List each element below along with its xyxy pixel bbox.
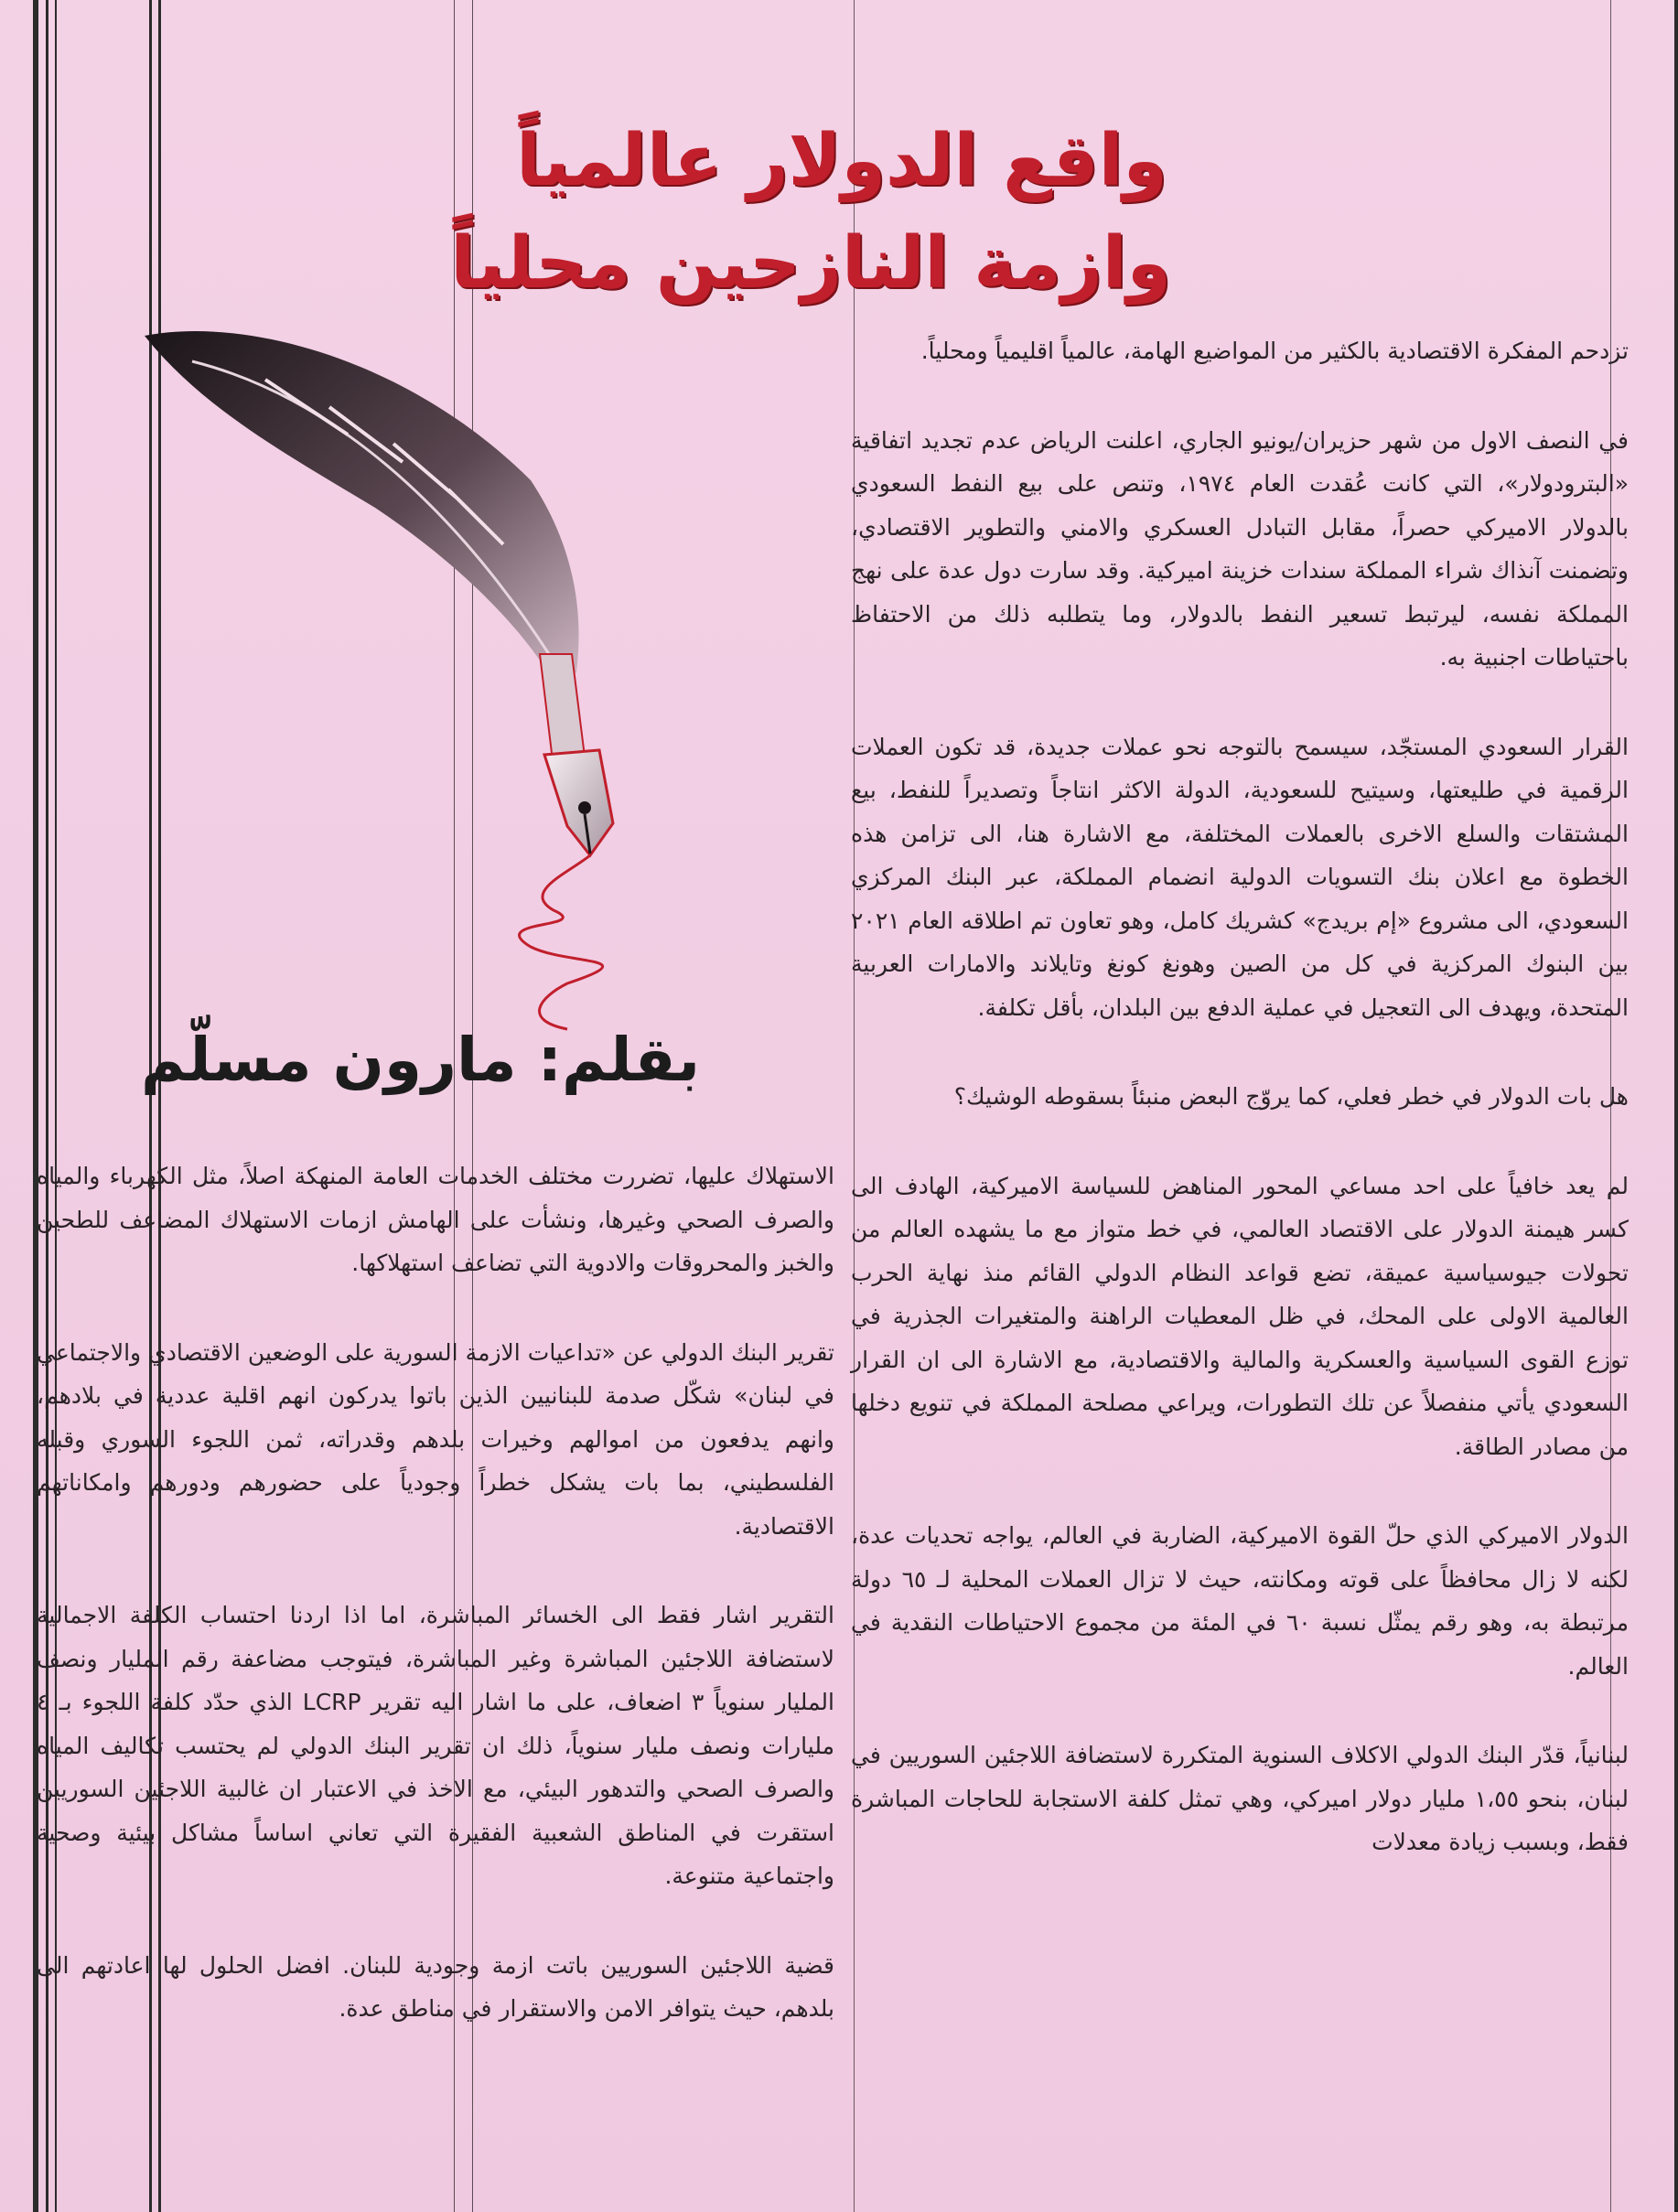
article-column-left	[37, 1154, 834, 2031]
article-paragraph: الاستهلاك عليها، تضررت مختلف الخدمات العامة المنهكة اصلاً، مثل الكهرباء والمياه والصرف الصحي وغيرها، ونشأت على الهامش ازمات الاستهلاك المضاعف للطحين والخبز والمحروقات والادوية التي تضاعف استهلاكها.	[37, 1163, 834, 1276]
article-paragraph: القرار السعودي المستجّد، سيسمح بالتوجه نحو عملات جديدة، قد تكون العملات الرقمية في طليعتها، وسيتيح للسعودية، الدولة الاكثر انتاجاً وتصديراً للنفط، بيع المشتقات والسلع الاخرى بالعملات المختلفة، مع الاشارة هنا، الى تزامن هذه الخطوة مع اعلان بنك التسويات الدولية انضمام المملكة، عبر البنك المركزي السعودي، الى مشروع «إم بريدج» كشريك كامل، وهو تعاون تم اطلاقه العام ٢٠٢١ بين البنوك المركزية في كل من الصين وهونغ كونغ وتايلاند والامارات العربية المتحدة، ويهدف الى التعجيل في عملية الدفع بين البلدان، بأقل تكلفة.	[851, 733, 1629, 1021]
article-column-right	[851, 329, 1629, 1864]
quill-pen-icon	[137, 325, 723, 1057]
title-line-2: وازمة النازحين محلياً	[450, 222, 1171, 305]
article-paragraph: تزدحم المفكرة الاقتصادية بالكثير من المواضيع الهامة، عالمياً اقليمياً ومحلياً.	[920, 338, 1629, 364]
article-title	[450, 110, 1171, 315]
article-paragraph: التقرير اشار فقط الى الخسائر المباشرة، اما اذا اردنا احتساب الكلفة الاجمالية لاستضافة اللاجئين المباشرة وغير المباشرة، فيتوجب مضاعفة رقم المليار ونصف المليار سنوياً ٣ اضعاف، على ما اشار اليه تقرير LCRP الذي حدّد كلفة اللجوء بـ ٤ مليارات ونصف مليار سنوياً، ذلك ان تقرير البنك الدولي لم يحتسب تكاليف المياه والصرف الصحي والتدهور البيئي، مع الاخذ في الاعتبار ان غالبية اللاجئين السوريين استقرت في المناطق الشعبية الفقيرة التي تعاني اساساً مشاكل بيئية وصحية واجتماعية متنوعة.	[37, 1602, 834, 1889]
article-paragraph: قضية اللاجئين السوريين باتت ازمة وجودية للبنان. افضل الحلول لها اعادتهم الى بلدهم، حيث يتوافر الامن والاستقرار في مناطق عدة.	[37, 1951, 834, 2022]
title-line-1: واقع الدولار عالمياً	[516, 120, 1167, 202]
article-paragraph: تقرير البنك الدولي عن «تداعيات الازمة السورية على الوضعين الاقتصادي والاجتماعي في لبنان» شكّل صدمة للبنانيين الذين باتوا يدركون انهم اقلية عددية في بلادهم، وانهم يدفعون من اموالهم وخيرات بلدهم وقدراته، ثمن اللجوء السوري وقبله الفلسطيني، بما بات يشكل خطراً وجودياً على حضورهم ودورهم وامكاناتهم الاقتصادية.	[37, 1338, 834, 1540]
article-paragraph: لبنانياً، قدّر البنك الدولي الاكلاف السنوية المتكررة لاستضافة اللاجئين السوريين في لبنان، بنحو ١،٥٥ مليار دولار اميركي، وهي تمثل كلفة الاستجابة للحاجات المباشرة فقط، وبسبب زيادة معدلات	[851, 1742, 1630, 1855]
article-paragraph: في النصف الاول من شهر حزيران/يونيو الجاري، اعلنت الرياض عدم تجديد اتفاقية «البترودولار»، التي كانت عُقدت العام ١٩٧٤، وتنص على بيع النفط السعودي بالدولار الاميركي حصراً، مقابل التبادل العسكري والامني والتطوير الاقتصادي، وتضمنت آنذاك شراء المملكة سندات خزينة اميركية. وقد سارت دول عدة على نهج المملكة نفسه، ليرتبط تسعير النفط بالدولار، وما يتطلبه ذلك من الاحتفاظ باحتياطات اجنبية به.	[851, 426, 1630, 671]
article-paragraph: الدولار الاميركي الذي حلّ القوة الاميركية، الضاربة في العالم، يواجه تحديات عدة، لكنه لا زال محافظاً على قوته ومكانته، حيث لا تزال العملات المحلية لـ ٦٥ دولة مرتبطة به، وهو رقم يمثّل نسبة ٦٠ في المئة من مجموع الاحتياطات النقدية في العالم.	[851, 1522, 1629, 1680]
page-edge-line	[1674, 0, 1678, 2212]
article-paragraph: هل بات الدولار في خطر فعلي، كما يروّج البعض منبئاً بسقوطه الوشيك؟	[953, 1083, 1629, 1110]
article-paragraph: لم يعد خافياً على احد مساعي المحور المناهض للسياسة الاميركية، الهادف الى كسر هيمنة الدولار على الاقتصاد العالمي، في خط متواز مع ما يشهده العالم من تحولات جيوسياسية عميقة، تضع قواعد النظام الدولي القائم منذ نهاية الحرب العالمية الاولى على المحك، في ظل المعطيات الراهنة والمتغيرات الجذرية في توزع القوى السياسية والعسكرية والمالية والاقتصادية، مع الاشارة الى ان القرار السعودي يأتي منفصلاً عن تلك التطورات، ويراعي مصلحة المملكة في تنويع دخلها من مصادر الطاقة.	[851, 1172, 1629, 1460]
author-byline: بقلم: مارون مسلّم	[140, 1025, 700, 1095]
